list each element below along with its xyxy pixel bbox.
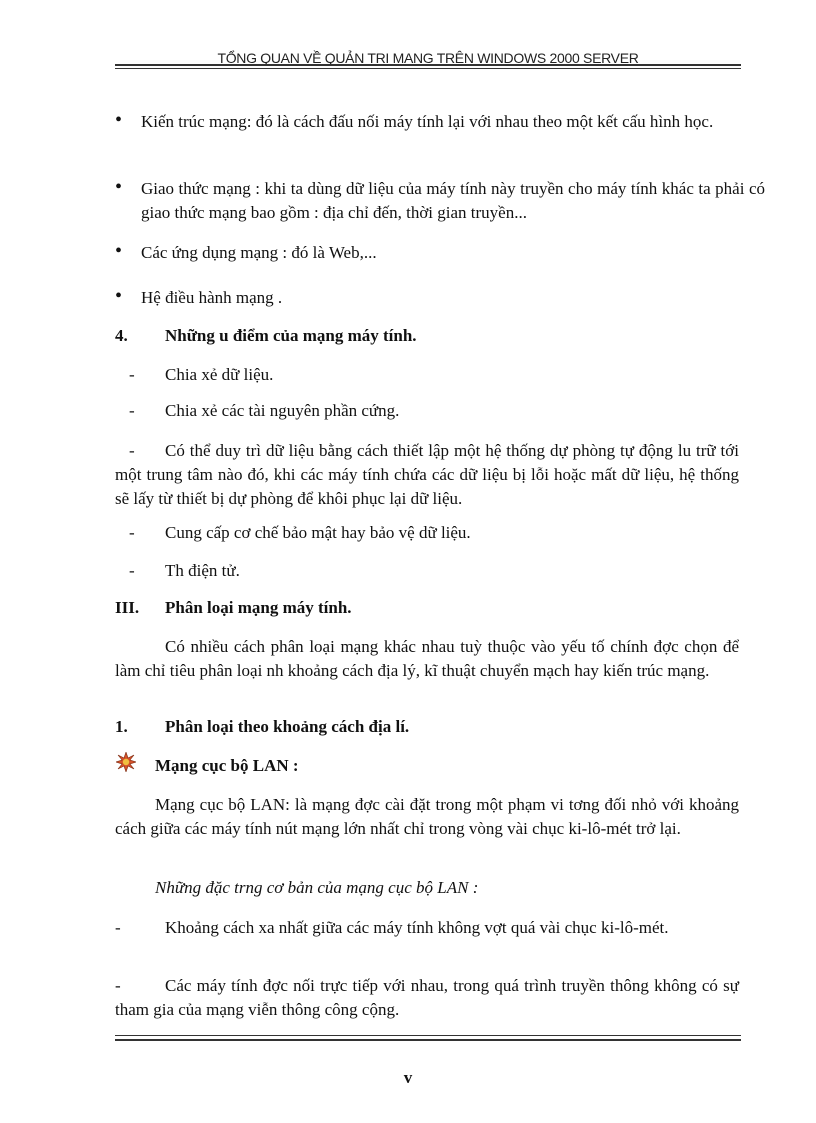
footer-rule — [115, 1035, 741, 1036]
dash-item: - Các máy tính đợc nối trực tiếp với nhau, trong quá trình truyền thông không có sự tham gia của mạng viễn thông công cộng. — [115, 976, 739, 1019]
section-number: 4. — [115, 326, 128, 345]
dash-item: - Cung cấp cơ chế bảo mật hay bảo vệ dữ liệu. — [129, 523, 471, 542]
section-number: III. — [115, 598, 140, 617]
lan-heading: Mạng cục bộ LAN : — [115, 754, 779, 778]
section-4-heading — [115, 324, 739, 348]
lan-paragraph: Mạng cục bộ LAN: là mạng đợc cài đặt trong một phạm vi tơng đối nhỏ với khoảng cách giữa các máy tính nút mạng lớn nhất chỉ trong vòng vài chục ki-lô-mét trở lại. — [115, 795, 739, 838]
section-title: Những u điểm của mạng máy tính. — [165, 326, 417, 345]
footer-rule-thick — [115, 1039, 741, 1041]
bullet-item: • Kiến trúc mạng: đó là cách đấu nối máy tính lại với nhau theo một kết cấu hình học. — [115, 110, 765, 134]
header-rule — [115, 64, 741, 66]
dash-item: - Chia xẻ dữ liệu. — [129, 365, 274, 384]
page-number: v — [403, 1068, 413, 1087]
section-1-heading — [115, 715, 739, 739]
header-rule-thin — [115, 68, 741, 69]
section-III-intro: Có nhiều cách phân loại mạng khác nhau tuỳ thuộc vào yếu tố chính đợc chọn để làm chỉ tiêu phân loại nh khoảng cách địa lý, kĩ thuật chuyển mạch hay kiến trúc mạng. — [115, 637, 739, 680]
starburst-icon — [116, 752, 136, 772]
section-number: 1. — [115, 717, 128, 736]
dash-item: - Khoảng cách xa nhất giữa các máy tính không vợt quá vài chục ki-lô-mét. — [115, 918, 669, 937]
dash-item: - Th điện tử. — [129, 561, 240, 580]
dash-item: - Chia xẻ các tài nguyên phần cứng. — [129, 401, 400, 420]
page-header-title: TỔNG QUAN VỀ QUẢN TRỊ MẠNG TRÊN WINDOWS 2000 SERVER — [217, 50, 639, 66]
section-title: Phân loại theo khoảng cách địa lí. — [165, 717, 410, 736]
section-III-heading — [115, 596, 739, 620]
section-title: Phân loại mạng máy tính. — [165, 598, 352, 617]
bullet-item: • Các ứng dụng mạng : đó là Web,... — [115, 241, 765, 265]
bullet-item: • Hệ điều hành mạng . — [115, 286, 765, 310]
lan-features-title: Những đặc trng cơ bản của mạng cục bộ LAN : — [155, 878, 479, 897]
dash-item: - Có thể duy trì dữ liệu bằng cách thiết lập một hệ thống dự phòng tự động lu trữ tới một trung tâm nào đó, khi các máy tính chứa các dữ liệu bị lỗi hoặc mất dữ liệu, hệ thống sẽ lấy từ thiết bị dự phòng để khôi phục lại dữ liệu. — [115, 441, 739, 508]
bullet-item: • Giao thức mạng : khi ta dùng dữ liệu của máy tính này truyền cho máy tính khác ta phải có giao thức mạng bao gồm : địa chỉ đến, thời gian truyền... — [115, 177, 765, 225]
